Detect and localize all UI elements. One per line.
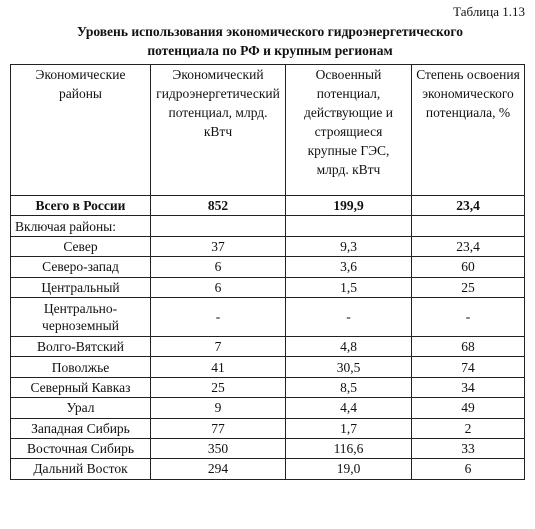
potential-cell: 6	[151, 257, 286, 277]
hydro-potential-table	[10, 64, 525, 480]
table-row	[11, 357, 525, 377]
developed-cell: 4,8	[286, 336, 412, 356]
table-row	[11, 236, 525, 256]
developed-cell: 116,6	[286, 438, 412, 458]
potential-cell: 852	[151, 196, 286, 216]
region-cell: Западная Сибирь	[11, 418, 151, 438]
degree-cell: 23,4	[412, 196, 525, 216]
region-cell: Север	[11, 236, 151, 256]
degree-cell: 33	[412, 438, 525, 458]
developed-cell: 19,0	[286, 459, 412, 479]
includes-label: Включая районы:	[11, 216, 151, 236]
developed-cell: 1,5	[286, 277, 412, 297]
table-title: Уровень использования экономического гидроэнергетического потенциала по РФ и крупным регионам	[77, 24, 463, 58]
potential-cell: 294	[151, 459, 286, 479]
region-cell: Центрально-черноземный	[11, 297, 151, 336]
table-row	[11, 277, 525, 297]
degree-cell: 34	[412, 377, 525, 397]
table-row	[11, 459, 525, 479]
potential-cell: 41	[151, 357, 286, 377]
region-cell: Волго-Вятский	[11, 336, 151, 356]
region-cell: Северный Кавказ	[11, 377, 151, 397]
table-row	[11, 418, 525, 438]
column-header-potential: Экономический гидроэнергетический потенциал, млрд. кВтч	[151, 65, 286, 196]
column-header-regions: Экономические районы	[11, 65, 151, 196]
table-row	[11, 257, 525, 277]
column-header-developed: Освоенный потенциал, действующие и строящиеся крупные ГЭС, млрд. кВтч	[286, 65, 412, 196]
developed-cell: 8,5	[286, 377, 412, 397]
potential-cell: 350	[151, 438, 286, 458]
total-row	[11, 196, 525, 216]
region-cell: Урал	[11, 398, 151, 418]
degree-cell: 2	[412, 418, 525, 438]
header-row	[11, 65, 525, 196]
potential-cell: 7	[151, 336, 286, 356]
empty-cell	[151, 216, 286, 236]
degree-cell: 23,4	[412, 236, 525, 256]
includes-row	[11, 216, 525, 236]
region-cell: Всего в России	[11, 196, 151, 216]
table-number: Таблица 1.13	[453, 4, 525, 19]
potential-cell: 25	[151, 377, 286, 397]
region-cell: Центральный	[11, 277, 151, 297]
table-row	[11, 377, 525, 397]
potential-cell: -	[151, 297, 286, 336]
developed-cell: 30,5	[286, 357, 412, 377]
region-cell: Поволжье	[11, 357, 151, 377]
empty-cell	[412, 216, 525, 236]
region-cell: Дальний Восток	[11, 459, 151, 479]
degree-cell: 60	[412, 257, 525, 277]
developed-cell: 1,7	[286, 418, 412, 438]
degree-cell: 68	[412, 336, 525, 356]
developed-cell: 199,9	[286, 196, 412, 216]
table-row	[11, 398, 525, 418]
region-cell: Восточная Сибирь	[11, 438, 151, 458]
potential-cell: 37	[151, 236, 286, 256]
column-header-degree: Степень освоения экономического потенциала, %	[412, 65, 525, 196]
degree-cell: 25	[412, 277, 525, 297]
table-row	[11, 438, 525, 458]
potential-cell: 6	[151, 277, 286, 297]
region-cell: Северо-запад	[11, 257, 151, 277]
degree-cell: 74	[412, 357, 525, 377]
developed-cell: 9,3	[286, 236, 412, 256]
empty-cell	[286, 216, 412, 236]
degree-cell: 6	[412, 459, 525, 479]
table-row	[11, 336, 525, 356]
developed-cell: -	[286, 297, 412, 336]
potential-cell: 77	[151, 418, 286, 438]
developed-cell: 4,4	[286, 398, 412, 418]
degree-cell: -	[412, 297, 525, 336]
degree-cell: 49	[412, 398, 525, 418]
table-row	[11, 297, 525, 336]
potential-cell: 9	[151, 398, 286, 418]
developed-cell: 3,6	[286, 257, 412, 277]
